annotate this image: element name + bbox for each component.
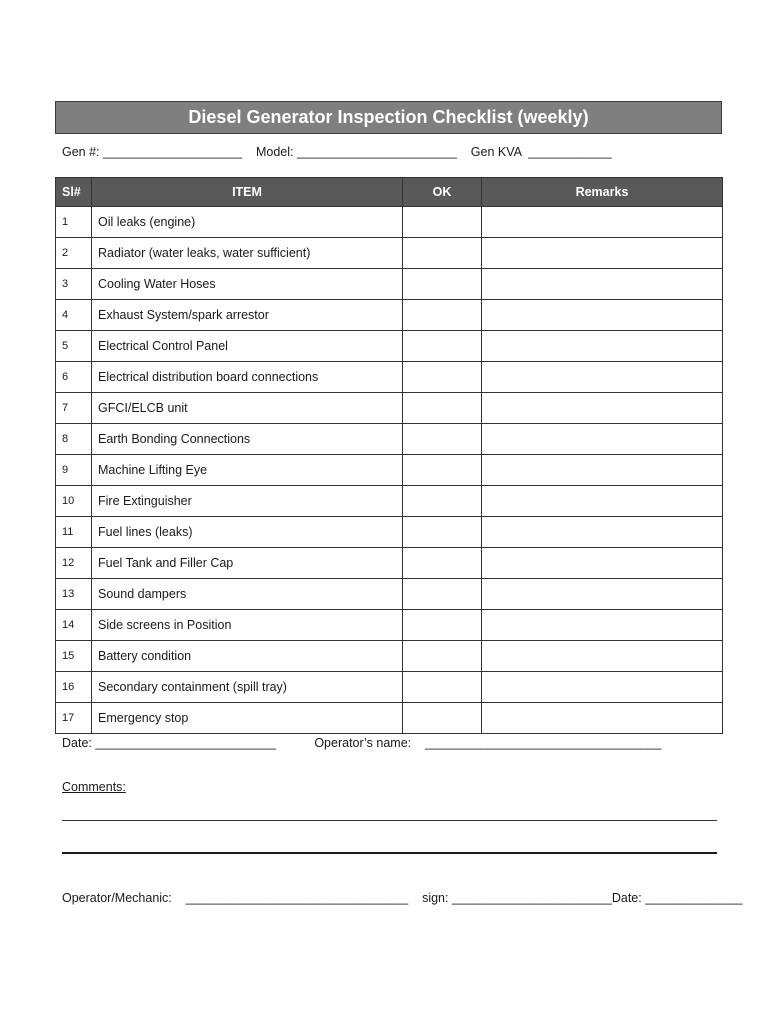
row-ok-cell[interactable] — [403, 517, 482, 548]
table-row — [56, 672, 723, 703]
row-number: 4 — [56, 300, 92, 331]
row-ok-cell[interactable] — [403, 703, 482, 734]
row-number: 5 — [56, 331, 92, 362]
header-ok: OK — [403, 178, 482, 207]
row-number: 9 — [56, 455, 92, 486]
header-remarks: Remarks — [482, 178, 723, 207]
row-ok-cell[interactable] — [403, 641, 482, 672]
row-number: 12 — [56, 548, 92, 579]
row-remarks-cell[interactable] — [482, 672, 723, 703]
table-row — [56, 548, 723, 579]
date-label: Date: — [62, 736, 92, 750]
row-remarks-cell[interactable] — [482, 331, 723, 362]
row-item: Radiator (water leaks, water sufficient) — [92, 238, 403, 269]
table-row — [56, 455, 723, 486]
row-remarks-cell[interactable] — [482, 207, 723, 238]
row-ok-cell[interactable] — [403, 238, 482, 269]
row-ok-cell[interactable] — [403, 548, 482, 579]
sign-label: sign: — [422, 891, 449, 905]
row-remarks-cell[interactable] — [482, 455, 723, 486]
gen-kva-field[interactable]: ____________ — [528, 145, 612, 159]
sign-field[interactable]: _______________________ — [451, 891, 612, 905]
table-header-row — [56, 178, 723, 207]
generator-info-line — [62, 145, 612, 159]
row-number: 7 — [56, 393, 92, 424]
signoff-date-field[interactable]: ______________ — [645, 891, 743, 905]
signoff-date-label: Date: — [611, 891, 642, 905]
table-row — [56, 269, 723, 300]
row-item: Electrical distribution board connections — [92, 362, 403, 393]
table-row — [56, 517, 723, 548]
row-item: Oil leaks (engine) — [92, 207, 403, 238]
model-field[interactable]: _______________________ — [296, 145, 457, 159]
row-remarks-cell[interactable] — [482, 238, 723, 269]
row-item: Sound dampers — [92, 579, 403, 610]
row-remarks-cell[interactable] — [482, 393, 723, 424]
row-item: Battery condition — [92, 641, 403, 672]
row-item: GFCI/ELCB unit — [92, 393, 403, 424]
date-field[interactable]: __________________________ — [95, 736, 277, 750]
row-ok-cell[interactable] — [403, 207, 482, 238]
row-remarks-cell[interactable] — [482, 424, 723, 455]
comments-line-2[interactable] — [62, 852, 717, 854]
table-row — [56, 641, 723, 672]
row-remarks-cell[interactable] — [482, 362, 723, 393]
row-item: Emergency stop — [92, 703, 403, 734]
row-item: Earth Bonding Connections — [92, 424, 403, 455]
row-number: 14 — [56, 610, 92, 641]
comments-label: Comments: — [62, 780, 126, 794]
row-remarks-cell[interactable] — [482, 703, 723, 734]
row-item: Fuel lines (leaks) — [92, 517, 403, 548]
table-row — [56, 238, 723, 269]
row-ok-cell[interactable] — [403, 486, 482, 517]
row-number: 11 — [56, 517, 92, 548]
row-remarks-cell[interactable] — [482, 486, 723, 517]
row-number: 8 — [56, 424, 92, 455]
table-row — [56, 331, 723, 362]
row-ok-cell[interactable] — [403, 269, 482, 300]
header-item: ITEM — [92, 178, 403, 207]
row-ok-cell[interactable] — [403, 362, 482, 393]
row-remarks-cell[interactable] — [482, 579, 723, 610]
row-item: Side screens in Position — [92, 610, 403, 641]
row-remarks-cell[interactable] — [482, 610, 723, 641]
comments-line-1[interactable] — [62, 820, 717, 821]
inspection-table — [55, 177, 723, 734]
table-row — [56, 393, 723, 424]
date-operator-line — [62, 736, 661, 750]
row-number: 15 — [56, 641, 92, 672]
row-number: 1 — [56, 207, 92, 238]
table-row — [56, 703, 723, 734]
table-row — [56, 207, 723, 238]
gen-number-label: Gen #: — [62, 145, 100, 159]
table-row — [56, 300, 723, 331]
row-number: 10 — [56, 486, 92, 517]
row-item: Fire Extinguisher — [92, 486, 403, 517]
operator-mechanic-field[interactable]: ________________________________ — [185, 891, 409, 905]
row-ok-cell[interactable] — [403, 331, 482, 362]
row-number: 6 — [56, 362, 92, 393]
row-remarks-cell[interactable] — [482, 548, 723, 579]
row-number: 13 — [56, 579, 92, 610]
row-item: Fuel Tank and Filler Cap — [92, 548, 403, 579]
operator-mechanic-label: Operator/Mechanic: — [62, 891, 172, 905]
row-remarks-cell[interactable] — [482, 269, 723, 300]
row-number: 16 — [56, 672, 92, 703]
row-item: Machine Lifting Eye — [92, 455, 403, 486]
row-number: 17 — [56, 703, 92, 734]
row-remarks-cell[interactable] — [482, 300, 723, 331]
row-ok-cell[interactable] — [403, 300, 482, 331]
row-item: Secondary containment (spill tray) — [92, 672, 403, 703]
checklist-title: Diesel Generator Inspection Checklist (weekly) — [55, 101, 722, 134]
row-ok-cell[interactable] — [403, 579, 482, 610]
row-ok-cell[interactable] — [403, 455, 482, 486]
row-remarks-cell[interactable] — [482, 641, 723, 672]
operator-name-label: Operator’s name: — [314, 736, 412, 750]
row-item: Electrical Control Panel — [92, 331, 403, 362]
row-ok-cell[interactable] — [403, 610, 482, 641]
table-row — [56, 610, 723, 641]
row-number: 2 — [56, 238, 92, 269]
table-row — [56, 486, 723, 517]
table-row — [56, 362, 723, 393]
gen-kva-label: Gen KVA — [470, 145, 522, 159]
gen-number-field[interactable]: ____________________ — [103, 145, 243, 159]
row-number: 3 — [56, 269, 92, 300]
row-remarks-cell[interactable] — [482, 517, 723, 548]
row-ok-cell[interactable] — [403, 424, 482, 455]
row-item: Exhaust System/spark arrestor — [92, 300, 403, 331]
table-row — [56, 579, 723, 610]
model-label: Model: — [255, 145, 294, 159]
row-item: Cooling Water Hoses — [92, 269, 403, 300]
signoff-line — [62, 891, 743, 905]
row-ok-cell[interactable] — [403, 672, 482, 703]
row-ok-cell[interactable] — [403, 393, 482, 424]
table-row — [56, 424, 723, 455]
header-sl: Sl# — [56, 178, 92, 207]
operator-name-field[interactable]: __________________________________ — [425, 736, 662, 750]
